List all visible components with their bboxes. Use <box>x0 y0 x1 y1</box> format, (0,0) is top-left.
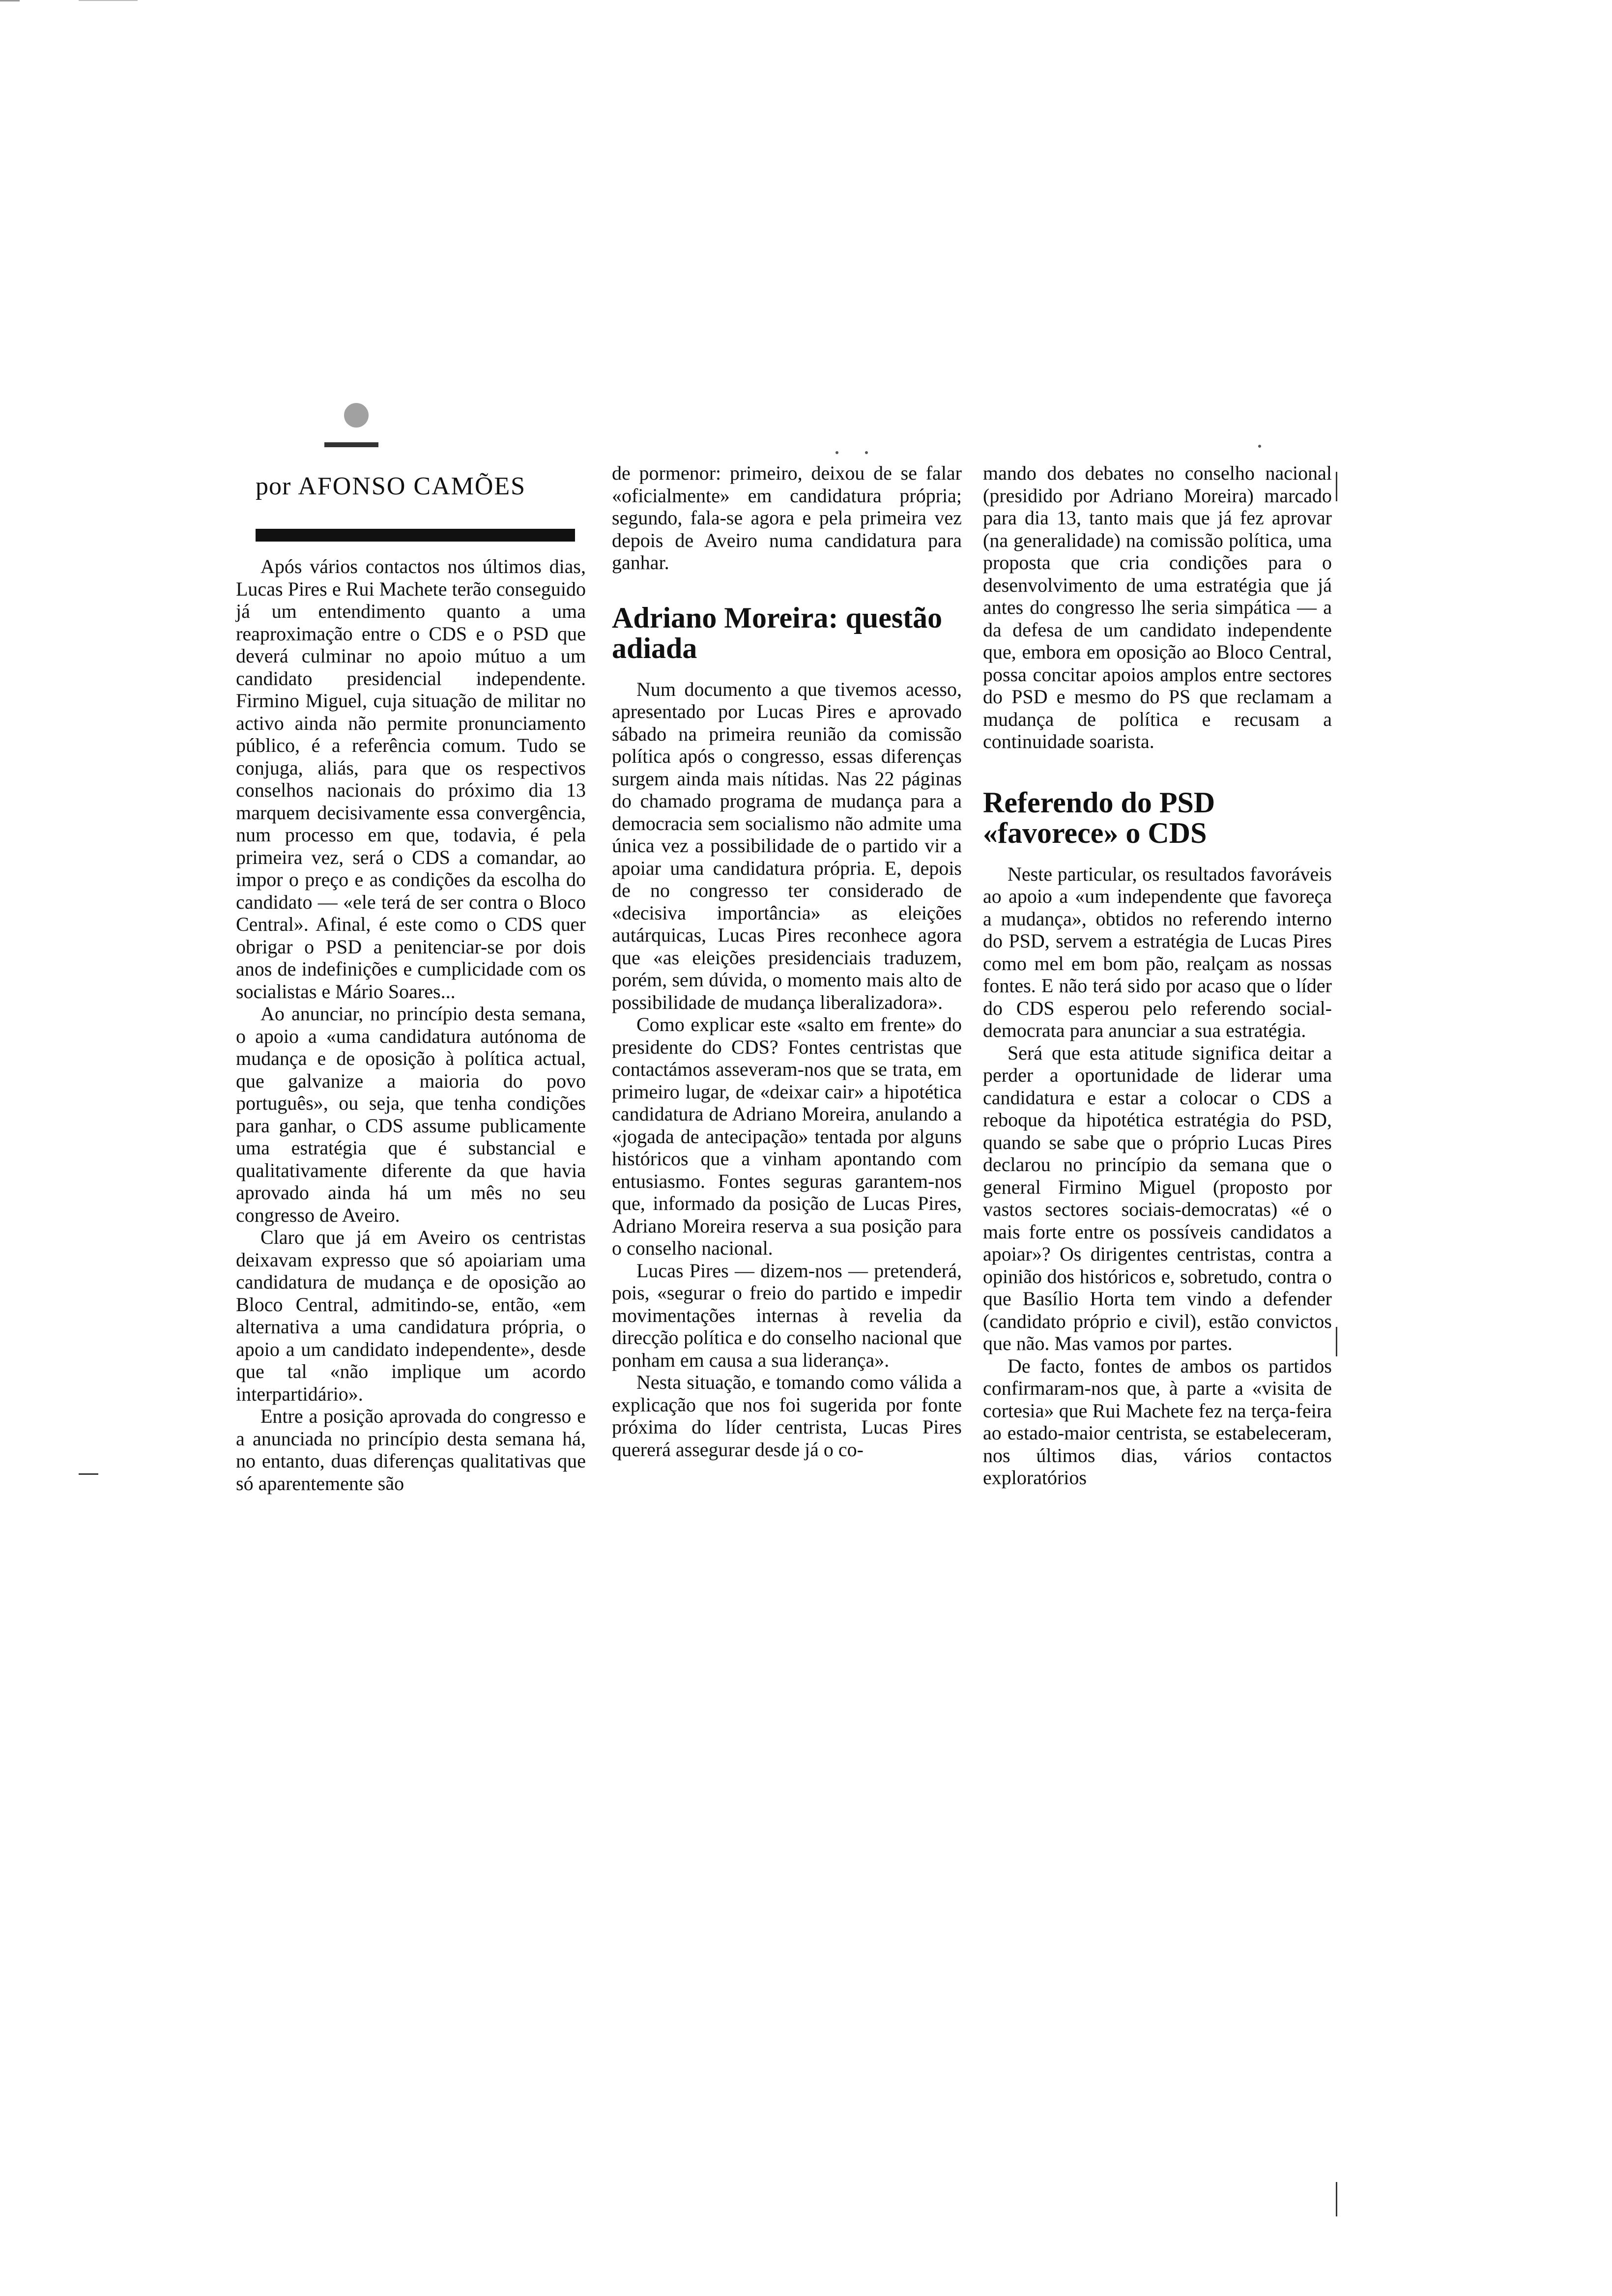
paragraph: Claro que já em Aveiro os centristas deixavam expresso que só apoiariam uma candidatura de mudança e de oposição ao Bloco Central, admitindo-se, então, «em alternativa a uma candidatura própria, o apoio a um candidato independente», desde que tal «não implique um acordo interpartidário». <box>236 1226 586 1405</box>
paragraph: Ao anunciar, no princípio desta semana, o apoio a «uma candidatura autónoma de mudança e de oposição à política actual, que galvanize a maioria do povo português», ou seja, que tenha condições para ganhar, o CDS assume publicamente uma estratégia que é substancial e qualitativamente diferente da que havia aprovado ainda há um mês no seu congresso de Aveiro. <box>236 1003 586 1226</box>
column-divider <box>1336 1327 1337 1356</box>
scan-speck <box>79 0 138 1</box>
scan-speck <box>0 0 20 1</box>
article-column-2 <box>612 462 962 1461</box>
byline-prefix: por <box>256 472 291 500</box>
paragraph: Lucas Pires — dizem-nos — pretenderá, pois, «segurar o freio do partido e impedir movimentações internas à revelia da direcção política e do conselho nacional que ponham em causa a sua liderança». <box>612 1259 962 1371</box>
subheading: Referendo do PSD «favorece» o CDS <box>983 786 1215 849</box>
paragraph: Como explicar este «salto em frente» do presidente do CDS? Fontes centristas que contactámos asseveram-nos que se trata, em primeiro lugar, de «deixar cair» a hipotética candidatura de Adriano Moreira, anulando a «jogada de antecipação» tentada por alguns históricos que a vinham apontando com entusiasmo. Fontes seguras garantem-nos que, informado da posição de Lucas Pires, Adriano Moreira reserva a sua posição para o conselho nacional. <box>612 1013 962 1259</box>
paragraph-continued: mando dos debates no conselho nacional (presidido por Adriano Moreira) marcado para dia 13, tanto mais que já fez aprovar (na generalidade) na comissão política, uma proposta que cria condições para o desenvolvimento de uma estratégia que já antes do congresso lhe seria simpática — a da defesa de um candidato independente que, embora em oposição ao Bloco Central, possa concitar apoios amplos entre sectores do PSD e mesmo do PS que reclamam a mudança de política e recusam a continuidade soarista. <box>983 462 1332 752</box>
article-column-1 <box>236 555 586 1494</box>
column-divider <box>1336 2182 1337 2216</box>
scan-speck <box>1258 445 1261 448</box>
paragraph: Após vários contactos nos últimos dias, Lucas Pires e Rui Machete terão conseguido já um entendimento quanto a uma reaproximação entre o CDS e o PSD que deverá culminar no apoio mútuo a um candidato presidencial independente. Firmino Miguel, cuja situação de militar no activo ainda não permite pronunciamento público, é a referência comum. Tudo se conjuga, aliás, para que os respectivos conselhos nacionais do próximo dia 13 marquem decisivamente essa convergência, num processo em que, todavia, é pela primeira vez, será o CDS a comandar, ao impor o preço e as condições da escolha do candidato — «ele terá de ser contra o Bloco Central». Afinal, é este como o CDS quer obrigar o PSD a penitenciar-se por dois anos de indefinições e cumplicidade com os socialistas e Mário Soares... <box>236 555 586 1003</box>
paragraph-continued: de pormenor: primeiro, deixou de se falar «oficialmente» em candidatura própria; segundo, fala-se agora e pela primeira vez depois de Aveiro numa candidatura para ganhar. <box>612 462 962 574</box>
byline-author: AFONSO CAMÕES <box>298 472 526 500</box>
byline <box>256 472 580 501</box>
subheading: Adriano Moreira: questão adiada <box>612 601 943 664</box>
paragraph: Será que esta atitude significa deitar a perder a oportunidade de liderar uma candidatura e estar a colocar o CDS a reboque da hipotética estratégia do PSD, quando se sabe que o próprio Lucas Pires declarou no princípio da semana que o general Firmino Miguel (proposto por vastos sectores sociais-democratas) «é o mais forte entre os possíveis candidatos a apoiar»? Os dirigentes centristas, contra a opinião dos históricos e, sobretudo, contra o que Basílio Horta tem vindo a defender (candidato próprio e civil), estão convictos que não. Mas vamos por partes. <box>983 1041 1332 1354</box>
paragraph: Num documento a que tivemos acesso, apresentado por Lucas Pires e aprovado sábado na primeira reunião da comissão política após o congresso, essas diferenças surgem ainda mais nítidas. Nas 22 páginas do chamado programa de mudança para a democracia sem socialismo não admite uma única vez a possibilidade de o partido vir a apoiar uma candidatura própria. E, depois de no congresso ter considerado de «decisiva importância» as eleições autárquicas, Lucas Pires reconhece agora que «as eleições presidenciais traduzem, porém, sem dúvida, o momento mais alto de possibilidade de mudança liberalizadora». <box>612 678 962 1013</box>
byline-rule <box>256 529 575 542</box>
ink-smudge <box>324 442 378 447</box>
margin-mark <box>79 1473 98 1475</box>
paragraph: Neste particular, os resultados favoráveis ao apoio a «um independente que favoreça a mudança», obtidos no referendo interno do PSD, servem a estratégia de Lucas Pires como mel em bom pão, realçam as nossas fontes. E não terá sido por acaso que o líder do CDS esperou pelo referendo social-democrata para anunciar a sua estratégia. <box>983 862 1332 1041</box>
scan-speck <box>865 451 868 454</box>
scan-speck <box>835 451 838 454</box>
paragraph: Entre a posição aprovada do congresso e a anunciada no princípio desta semana há, no entanto, duas diferenças qualitativas que só aparentemente são <box>236 1405 586 1494</box>
article-column-3 <box>983 462 1332 1489</box>
paragraph: Nesta situação, e tomando como válida a explicação que nos foi sugerida por fonte próxima do líder centrista, Lucas Pires quererá assegurar desde já o co- <box>612 1371 962 1461</box>
ink-smudge <box>344 403 369 428</box>
column-divider <box>1336 472 1337 501</box>
paragraph: De facto, fontes de ambos os partidos confirmaram-nos que, à parte a «visita de cortesia» que Rui Machete fez na terça-feira ao estado-maior centrista, se estabeleceram, nos últimos dias, vários contactos exploratórios <box>983 1354 1332 1489</box>
